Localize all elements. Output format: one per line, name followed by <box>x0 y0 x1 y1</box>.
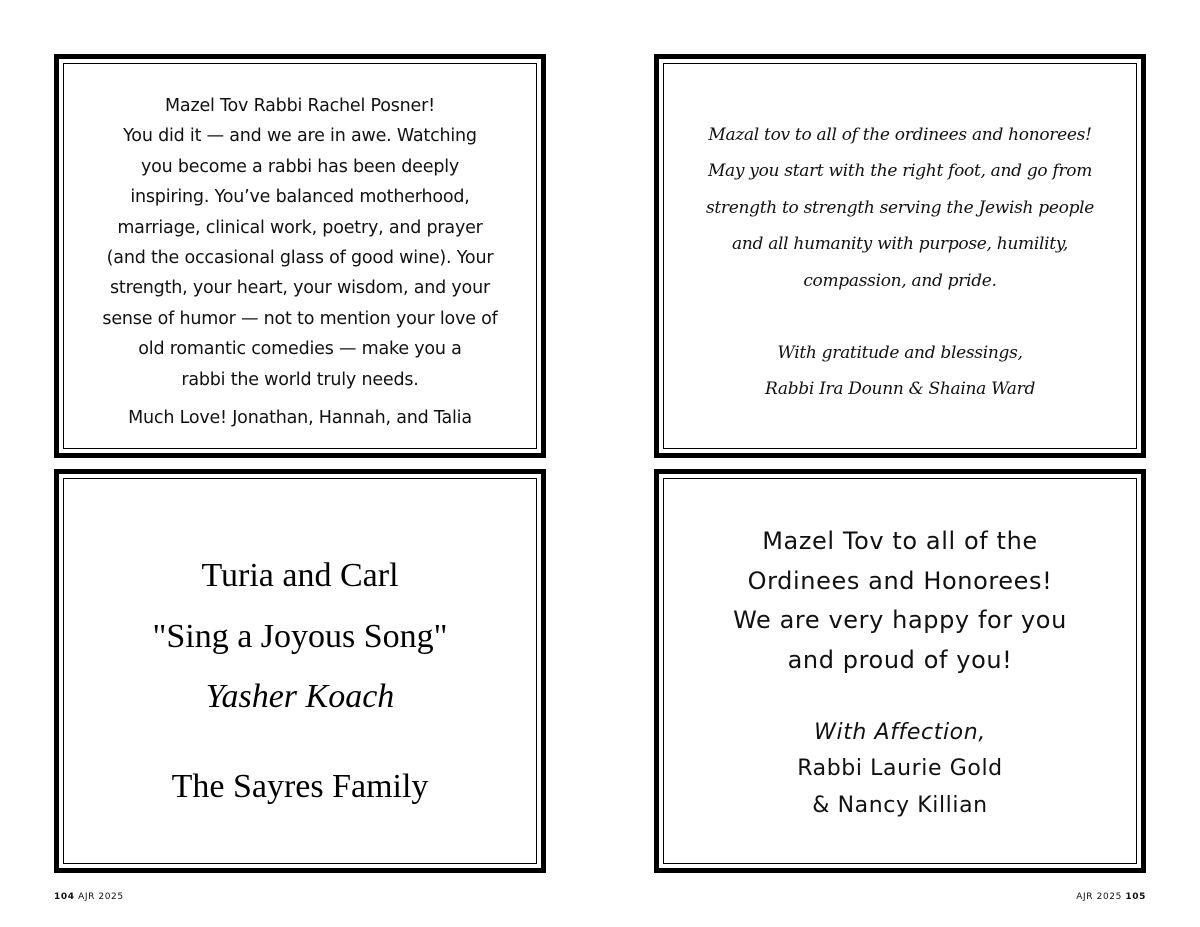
message-line: you become a rabbi has been deeply <box>140 156 460 177</box>
message-line: We are very happy for you <box>733 606 1067 635</box>
message-line: marriage, clinical work, poetry, and prayer <box>117 217 483 238</box>
ad-message <box>659 117 1141 408</box>
message-line: Mazal tov to all of the ordinees and honorees! <box>708 125 1092 145</box>
message-line: strength, your heart, your wisdom, and your <box>110 278 490 299</box>
message-line: compassion, and pride. <box>803 270 997 291</box>
page-number: 104 <box>54 892 75 902</box>
ad-sayres-family <box>54 469 546 873</box>
ad-message <box>659 522 1141 824</box>
message-line: Turia and Carl <box>201 557 399 594</box>
message-line: old romantic comedies — make you a <box>138 339 462 360</box>
ad-signature-line: & Nancy Killian <box>812 792 988 818</box>
message-line: inspiring. You’ve balanced motherhood, <box>130 187 470 208</box>
ad-signature-line: Rabbi Laurie Gold <box>797 756 1003 782</box>
ad-signature: Much Love! Jonathan, Hannah, and Talia <box>128 408 472 429</box>
ad-message <box>59 546 541 817</box>
message-line: sense of humor — not to mention your love of <box>102 308 498 329</box>
message-line-italic: Yasher Koach <box>205 678 395 715</box>
footer-left <box>54 892 124 902</box>
ad-posner-family <box>54 54 546 458</box>
ad-signature: The Sayres Family <box>171 767 429 805</box>
message-line: and proud of you! <box>787 646 1013 675</box>
publication-name: AJR 2025 <box>1076 892 1122 902</box>
message-line: and all humanity with purpose, humility, <box>732 234 1068 255</box>
footer-right <box>1076 892 1146 902</box>
message-line: rabbi the world truly needs. <box>181 369 419 390</box>
ad-signature-line: With gratitude and blessings, <box>777 343 1023 364</box>
message-line: Mazel Tov to all of the <box>762 527 1038 555</box>
message-line: You did it — and we are in awe. Watching <box>123 126 477 147</box>
message-line: Ordinees and Honorees! <box>747 566 1053 595</box>
message-line: strength to strength serving the Jewish people <box>705 197 1095 218</box>
page-number: 105 <box>1125 892 1146 902</box>
message-line: May you start with the right foot, and go from <box>707 161 1093 182</box>
message-line: "Sing a Joyous Song" <box>152 617 448 655</box>
publication-name: AJR 2025 <box>78 892 124 902</box>
ad-signature-line: With Affection, <box>814 719 986 745</box>
message-line: (and the occasional glass of good wine). Your <box>106 248 494 269</box>
ad-signature-line: Rabbi Ira Dounn & Shaina Ward <box>764 379 1036 400</box>
ad-dounn-ward <box>654 54 1146 458</box>
ad-message <box>59 91 541 433</box>
ad-gold-killian <box>654 469 1146 873</box>
message-line: Mazel Tov Rabbi Rachel Posner! <box>165 96 435 116</box>
